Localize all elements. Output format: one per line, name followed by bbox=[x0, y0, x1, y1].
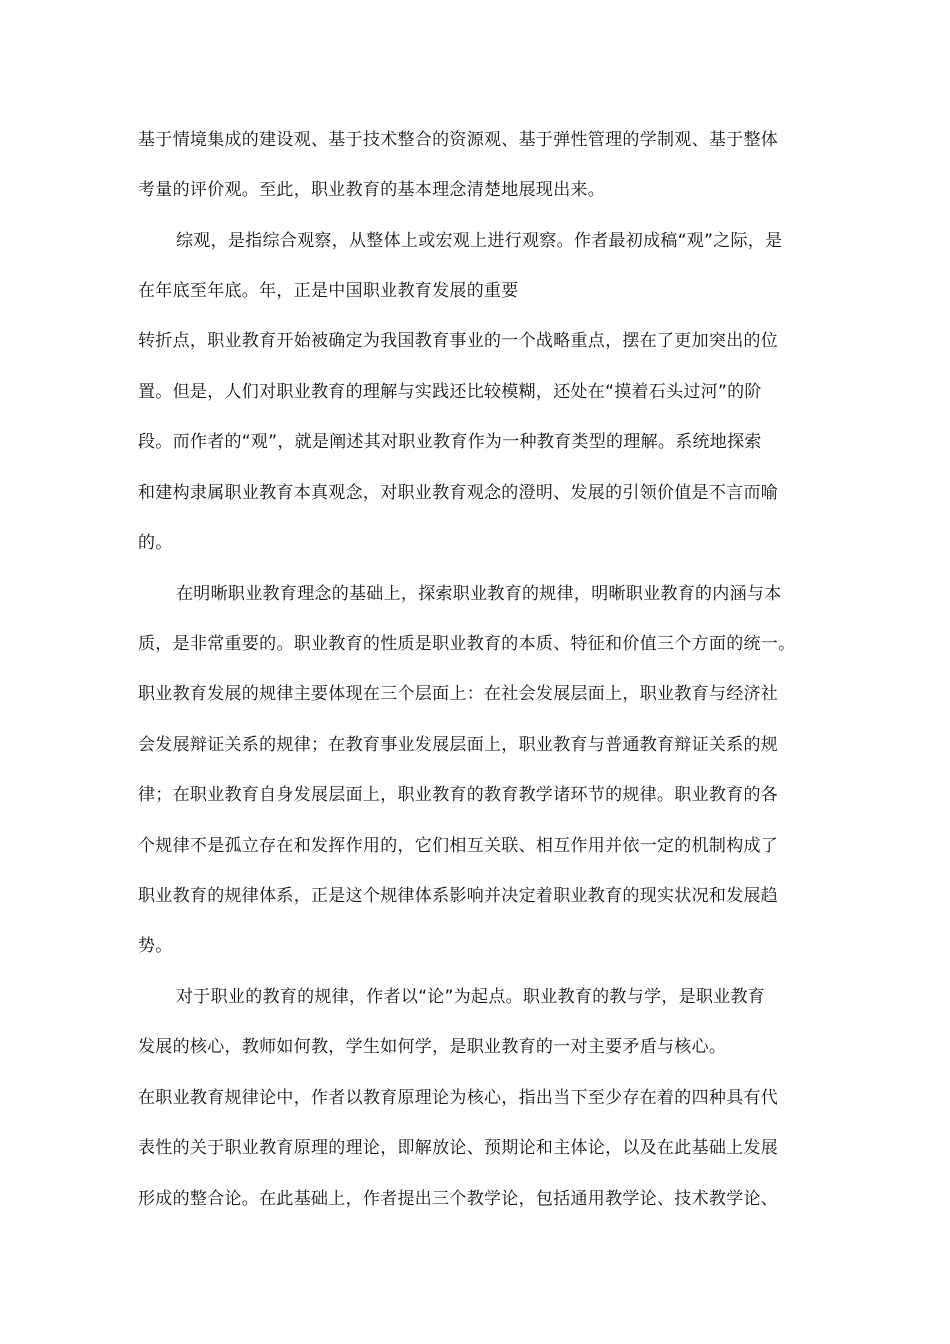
text-line: 综观，是指综合观察，从整体上或宏观上进行观察。作者最初成稿“观”之际，是 bbox=[176, 231, 783, 251]
text-line: 转折点，职业教育开始被确定为我国教育事业的一个战略重点，摆在了更加突出的位 bbox=[138, 331, 779, 351]
text-line: 对于职业的教育的规律，作者以“论”为起点。职业教育的教与学，是职业教育 bbox=[176, 987, 766, 1007]
text-line: 职业教育发展的规律主要体现在三个层面上：在社会发展层面上，职业教育与经济社 bbox=[138, 684, 779, 704]
text-line: 在年底至年底。年，正是中国职业教育发展的重要 bbox=[138, 281, 519, 301]
text-line: 的。 bbox=[138, 533, 173, 553]
text-line: 职业教育的规律体系，正是这个规律体系影响并决定着职业教育的现实状况和发展趋 bbox=[138, 886, 779, 906]
text-line: 会发展辩证关系的规律；在教育事业发展层面上，职业教育与普通教育辩证关系的规 bbox=[138, 735, 779, 755]
text-line: 形成的整合论。在此基础上，作者提出三个教学论，包括通用教学论、技术教学论、 bbox=[138, 1189, 779, 1209]
text-line: 发展的核心，教师如何教，学生如何学，是职业教育的一对主要矛盾与核心。 bbox=[138, 1037, 727, 1057]
text-line: 律；在职业教育自身发展层面上，职业教育的教育教学诸环节的规律。职业教育的各 bbox=[138, 785, 779, 805]
text-line: 在明晰职业教育理念的基础上，探索职业教育的规律，明晰职业教育的内涵与本 bbox=[176, 584, 782, 604]
text-line: 基于情境集成的建设观、基于技术整合的资源观、基于弹性管理的学制观、基于整体 bbox=[138, 130, 779, 150]
text-line: 和建构隶属职业教育本真观念，对职业教育观念的澄明、发展的引领价值是不言而喻 bbox=[138, 483, 779, 503]
text-line: 势。 bbox=[138, 936, 173, 956]
text-line: 质，是非常重要的。职业教育的性质是职业教育的本质、特征和价值三个方面的统一。 bbox=[138, 634, 796, 654]
text-line: 考量的评价观。至此，职业教育的基本理念清楚地展现出来。 bbox=[138, 180, 606, 200]
text-line: 表性的关于职业教育原理的理论，即解放论、预期论和主体论，以及在此基础上发展 bbox=[138, 1138, 779, 1158]
text-line: 段。而作者的“观”，就是阐述其对职业教育作为一种教育类型的理解。系统地探索 bbox=[138, 432, 762, 452]
text-line: 个规律不是孤立存在和发挥作用的，它们相互关联、相互作用并依一定的机制构成了 bbox=[138, 836, 779, 856]
text-line: 置。但是，人们对职业教育的理解与实践还比较模糊，还处在“摸着石头过河”的阶 bbox=[138, 382, 762, 402]
text-line: 在职业教育规律论中，作者以教育原理论为核心，指出当下至少存在着的四种具有代 bbox=[138, 1088, 779, 1108]
